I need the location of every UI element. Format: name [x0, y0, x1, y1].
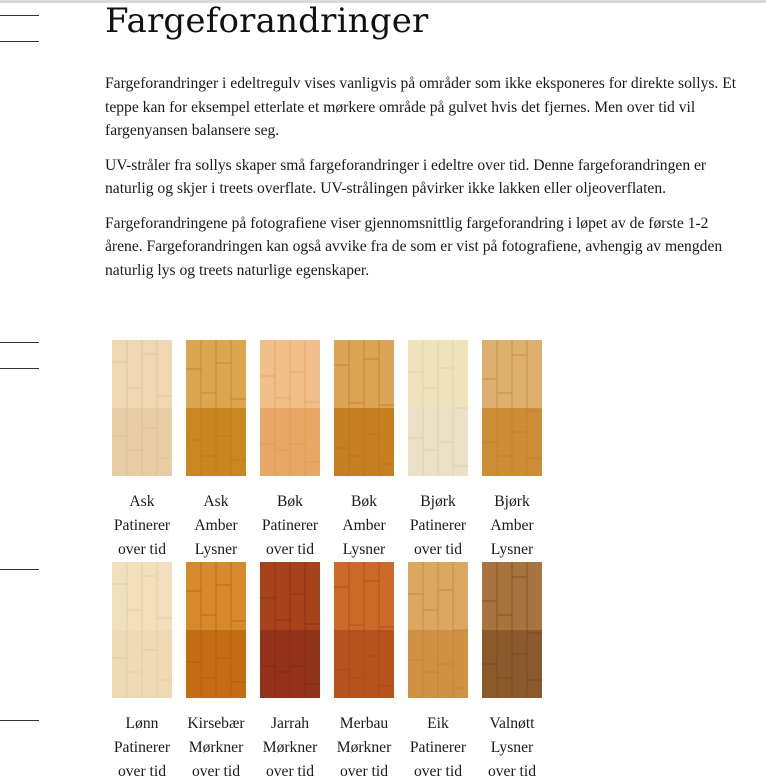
- wood-swatch-image: [186, 340, 246, 476]
- paragraph: Fargeforandringene på fotografiene viser gjennomsnittlig fargeforandring i løpet av de første 1-2 årene. Fargeforandringen kan også avvike fra de som er vist på fotografiene, avhengig av mengden naturlig lys og treets naturlige egenskaper.: [105, 214, 723, 279]
- caption-line: Amber: [342, 517, 386, 534]
- caption-line: over tid: [487, 763, 537, 780]
- caption-line: Mørkner: [262, 739, 318, 756]
- swatch-before: [408, 562, 468, 630]
- swatch-before: [112, 562, 172, 630]
- caption-line: Eik: [427, 715, 449, 732]
- wood-sample-row: [105, 332, 549, 562]
- wood-sample: [401, 332, 475, 562]
- swatch-after: [482, 408, 542, 476]
- wood-sample-row: [105, 562, 549, 784]
- wood-sample-caption: [262, 490, 318, 562]
- wood-sample-caption: [342, 490, 385, 562]
- caption-line: Bøk: [351, 493, 377, 510]
- wood-swatch-image: [482, 340, 542, 476]
- swatch-after: [112, 630, 172, 698]
- caption-line: Lønn: [125, 715, 159, 732]
- wood-sample-caption: [410, 490, 466, 562]
- swatch-after: [334, 630, 394, 698]
- caption-line: Bjørk: [420, 493, 456, 510]
- wood-swatch-image: [482, 562, 542, 698]
- margin-rule: [0, 569, 39, 570]
- swatch-before: [482, 340, 542, 408]
- wood-sample-caption: [337, 712, 392, 784]
- caption-line: Bøk: [276, 493, 303, 510]
- wood-swatch-image: [186, 562, 246, 698]
- caption-line: Mørkner: [336, 739, 392, 756]
- caption-line: Kirsebær: [187, 715, 245, 732]
- caption-line: Patinerer: [409, 739, 467, 756]
- swatch-before: [334, 562, 394, 630]
- caption-line: Amber: [490, 517, 534, 534]
- page-title: Fargeforandringer: [105, 1, 429, 41]
- wood-sample-caption: [194, 490, 237, 562]
- swatch-before: [112, 340, 172, 408]
- caption-line: over tid: [413, 763, 463, 780]
- paragraph: Fargeforandringer i edeltregulv vises vanligvis på områder som ikke eksponeres for direkte sollys. Et teppe kan for eksempel etterlate et mørkere område på gulvet hvis det fjernes. Men over tid vil fargenyansen balansere seg.: [105, 75, 737, 139]
- wood-swatch-image: [112, 340, 172, 476]
- swatch-after: [186, 630, 246, 698]
- swatch-after: [408, 630, 468, 698]
- caption-line: over tid: [117, 541, 167, 558]
- margin-rule: [0, 342, 39, 343]
- caption-line: Patinerer: [261, 517, 319, 534]
- wood-swatch-image: [112, 562, 172, 698]
- wood-swatch-image: [260, 340, 320, 476]
- wood-sample-caption: [488, 712, 536, 784]
- body-text: [105, 72, 750, 293]
- swatch-after: [260, 408, 320, 476]
- caption-line: Bjørk: [494, 493, 530, 510]
- caption-line: Merbau: [339, 715, 389, 732]
- swatch-after: [186, 408, 246, 476]
- swatch-after: [482, 630, 542, 698]
- wood-sample-caption: [114, 490, 170, 562]
- wood-sample: [253, 562, 327, 784]
- wood-sample-grid: [105, 332, 549, 784]
- caption-line: over tid: [191, 763, 241, 780]
- caption-line: Jarrah: [270, 715, 310, 732]
- wood-swatch-image: [408, 340, 468, 476]
- caption-line: Lysner: [194, 541, 238, 558]
- caption-line: Patinerer: [113, 739, 171, 756]
- wood-sample: [179, 332, 253, 562]
- wood-swatch-image: [260, 562, 320, 698]
- wood-sample-caption: [114, 712, 170, 784]
- caption-line: Patinerer: [409, 517, 467, 534]
- caption-line: Lysner: [342, 541, 386, 558]
- margin-rule: [0, 41, 39, 42]
- wood-sample: [105, 562, 179, 784]
- caption-line: Ask: [129, 493, 155, 510]
- wood-sample: [253, 332, 327, 562]
- wood-swatch-image: [334, 562, 394, 698]
- caption-line: Mørkner: [188, 739, 244, 756]
- wood-sample-caption: [263, 712, 318, 784]
- swatch-after: [260, 630, 320, 698]
- paragraph: UV-stråler fra sollys skaper små fargeforandringer i edeltre over tid. Denne fargeforandringen er naturlig og skjer i treets overflate. UV-strålingen påvirker ikke lakken eller oljeoverflaten.: [105, 156, 707, 197]
- wood-sample: [327, 562, 401, 784]
- wood-sample: [401, 562, 475, 784]
- wood-sample: [475, 562, 549, 784]
- caption-line: Amber: [194, 517, 238, 534]
- swatch-before: [408, 340, 468, 408]
- caption-line: Ask: [203, 493, 229, 510]
- caption-line: over tid: [117, 763, 167, 780]
- swatch-before: [482, 562, 542, 630]
- caption-line: over tid: [265, 541, 315, 558]
- caption-line: Patinerer: [113, 517, 171, 534]
- wood-sample: [327, 332, 401, 562]
- swatch-before: [186, 562, 246, 630]
- caption-line: Lysner: [490, 541, 534, 558]
- wood-sample: [475, 332, 549, 562]
- margin-rule: [0, 720, 39, 721]
- swatch-after: [408, 408, 468, 476]
- wood-swatch-image: [334, 340, 394, 476]
- wood-sample-caption: [410, 712, 466, 784]
- caption-line: Lysner: [490, 739, 534, 756]
- swatch-before: [260, 562, 320, 630]
- caption-line: over tid: [413, 541, 463, 558]
- wood-swatch-image: [408, 562, 468, 698]
- swatch-after: [112, 408, 172, 476]
- swatch-before: [260, 340, 320, 408]
- wood-sample-caption: [490, 490, 533, 562]
- margin-rule: [0, 15, 39, 16]
- swatch-before: [186, 340, 246, 408]
- wood-sample-caption: [187, 712, 244, 784]
- caption-line: over tid: [339, 763, 389, 780]
- swatch-before: [334, 340, 394, 408]
- wood-sample: [105, 332, 179, 562]
- caption-line: over tid: [265, 763, 315, 780]
- margin-rule: [0, 368, 39, 369]
- wood-sample: [179, 562, 253, 784]
- caption-line: Valnøtt: [489, 715, 535, 732]
- swatch-after: [334, 408, 394, 476]
